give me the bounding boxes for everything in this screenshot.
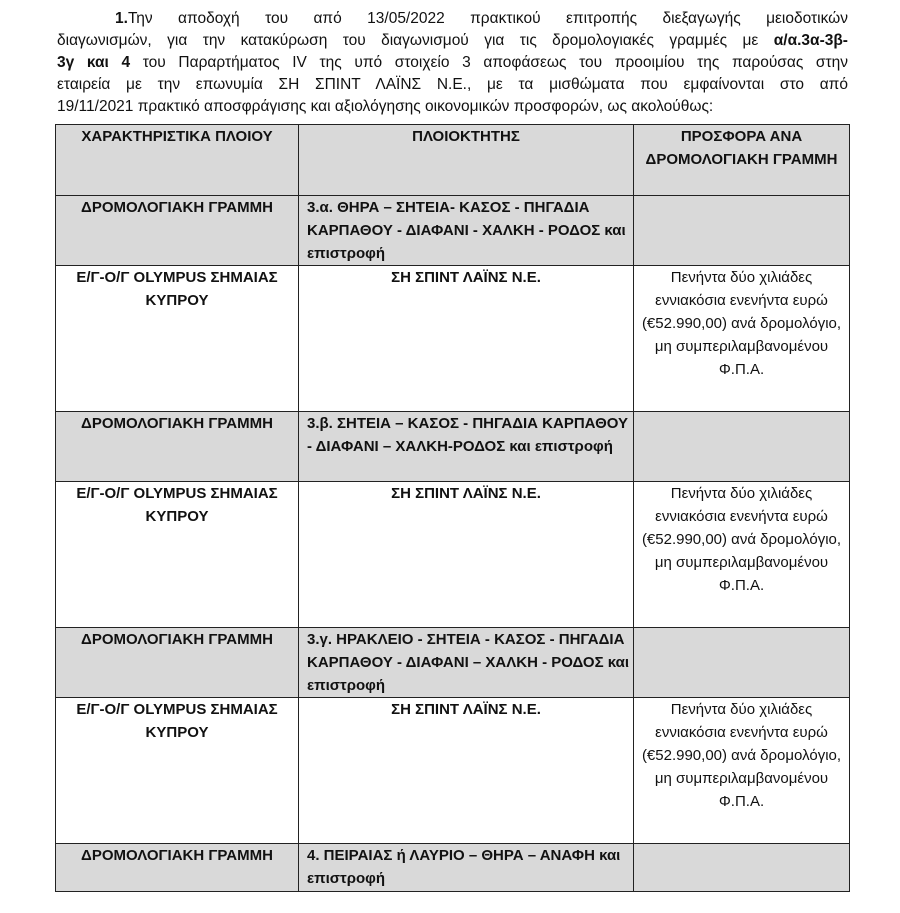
ship-name: Ε/Γ-Ο/Γ OLYMPUS ΣΗΜΑΙΑΣ ΚΥΠΡΟΥ — [56, 482, 299, 628]
table-row-route — [56, 844, 850, 892]
route-empty-cell — [634, 412, 850, 482]
table-row-route — [56, 412, 850, 482]
route-description: 3.α. ΘΗΡΑ – ΣΗΤΕΙΑ- ΚΑΣΟΣ - ΠΗΓΑΔΙΑ ΚΑΡΠΑΘΟΥ - ΔΙΑΦΑΝΙ - ΧΑΛΚΗ - ΡΟΔΟΣ και επιστροφή — [299, 196, 634, 266]
route-label: ΔΡΟΜΟΛΟΓΙΑΚΗ ΓΡΑΜΜΗ — [56, 844, 299, 892]
intro-line-2: διαγωνισμών, για την κατακύρωση του διαγωνισμού για τις δρομολογιακές γραμμές με α/α.3α-3β- — [57, 32, 848, 49]
ship-owner: ΣΗ ΣΠΙΝΤ ΛΑΪΝΣ Ν.Ε. — [299, 698, 634, 844]
route-description: 4. ΠΕΙΡΑΙΑΣ ή ΛΑΥΡΙΟ – ΘΗΡΑ – ΑΝΑΦΗ και επιστροφή — [299, 844, 634, 892]
table-row-offer — [56, 482, 850, 628]
table-row-offer — [56, 266, 850, 412]
intro-line-3: 3γ και 4 του Παραρτήματος IV της υπό στοιχείο 3 αποφάσεως του προοιμίου της παρούσας στην — [57, 54, 848, 71]
intro-line-1: 1.Την αποδοχή του από 13/05/2022 πρακτικού επιτροπής διεξαγωγής μειοδοτικών — [115, 10, 848, 27]
ship-owner: ΣΗ ΣΠΙΝΤ ΛΑΪΝΣ Ν.Ε. — [299, 266, 634, 412]
table-row-route — [56, 628, 850, 698]
table-header-row — [56, 125, 850, 196]
item-number: 1. — [115, 10, 128, 27]
header-ship-characteristics: ΧΑΡΑΚΤΗΡΙΣΤΙΚΑ ΠΛΟΙΟΥ — [56, 125, 299, 196]
route-label: ΔΡΟΜΟΛΟΓΙΑΚΗ ΓΡΑΜΜΗ — [56, 412, 299, 482]
intro-line-5: 19/11/2021 πρακτικό αποσφράγισης και αξιολόγησης οικονομικών προσφορών, ως ακολούθως: — [57, 98, 714, 115]
header-shipowner: ΠΛΟΙΟΚΤΗΤΗΣ — [299, 125, 634, 196]
offer-price: Πενήντα δύο χιλιάδες εννιακόσια ενενήντα ευρώ (€52.990,00) ανά δρομολόγιο, μη συμπεριλαμβανομένου Φ.Π.Α. — [634, 266, 850, 412]
route-codes: α/α.3α-3β- — [773, 32, 848, 49]
offers-table — [55, 124, 850, 892]
route-label: ΔΡΟΜΟΛΟΓΙΑΚΗ ΓΡΑΜΜΗ — [56, 196, 299, 266]
route-description: 3.γ. ΗΡΑΚΛΕΙΟ - ΣΗΤΕΙΑ - ΚΑΣΟΣ - ΠΗΓΑΔΙΑ ΚΑΡΠΑΘΟΥ - ΔΙΑΦΑΝΙ – ΧΑΛΚΗ - ΡΟΔΟΣ και επιστροφή — [299, 628, 634, 698]
route-empty-cell — [634, 628, 850, 698]
ship-owner: ΣΗ ΣΠΙΝΤ ΛΑΪΝΣ Ν.Ε. — [299, 482, 634, 628]
table-row-offer — [56, 698, 850, 844]
intro-line-4: εταιρεία με την επωνυμία ΣΗ ΣΠΙΝΤ ΛΑΪΝΣ Ν.Ε., με τα μισθώματα που εμφαίνονται στο από — [57, 76, 848, 93]
route-label: ΔΡΟΜΟΛΟΓΙΑΚΗ ΓΡΑΜΜΗ — [56, 628, 299, 698]
offer-price: Πενήντα δύο χιλιάδες εννιακόσια ενενήντα ευρώ (€52.990,00) ανά δρομολόγιο, μη συμπεριλαμβανομένου Φ.Π.Α. — [634, 698, 850, 844]
route-empty-cell — [634, 844, 850, 892]
header-offer-per-route: ΠΡΟΣΦΟΡΑ ΑΝΑ ΔΡΟΜΟΛΟΓΙΑΚΗ ΓΡΑΜΜΗ — [634, 125, 850, 196]
intro-paragraph — [57, 8, 848, 118]
route-description: 3.β. ΣΗΤΕΙΑ – ΚΑΣΟΣ - ΠΗΓΑΔΙΑ ΚΑΡΠΑΘΟΥ - ΔΙΑΦΑΝΙ – ΧΑΛΚΗ-ΡΟΔΟΣ και επιστροφή — [299, 412, 634, 482]
route-empty-cell — [634, 196, 850, 266]
offer-price: Πενήντα δύο χιλιάδες εννιακόσια ενενήντα ευρώ (€52.990,00) ανά δρομολόγιο, μη συμπεριλαμβανομένου Φ.Π.Α. — [634, 482, 850, 628]
table-row-route — [56, 196, 850, 266]
ship-name: Ε/Γ-Ο/Γ OLYMPUS ΣΗΜΑΙΑΣ ΚΥΠΡΟΥ — [56, 698, 299, 844]
ship-name: Ε/Γ-Ο/Γ OLYMPUS ΣΗΜΑΙΑΣ ΚΥΠΡΟΥ — [56, 266, 299, 412]
